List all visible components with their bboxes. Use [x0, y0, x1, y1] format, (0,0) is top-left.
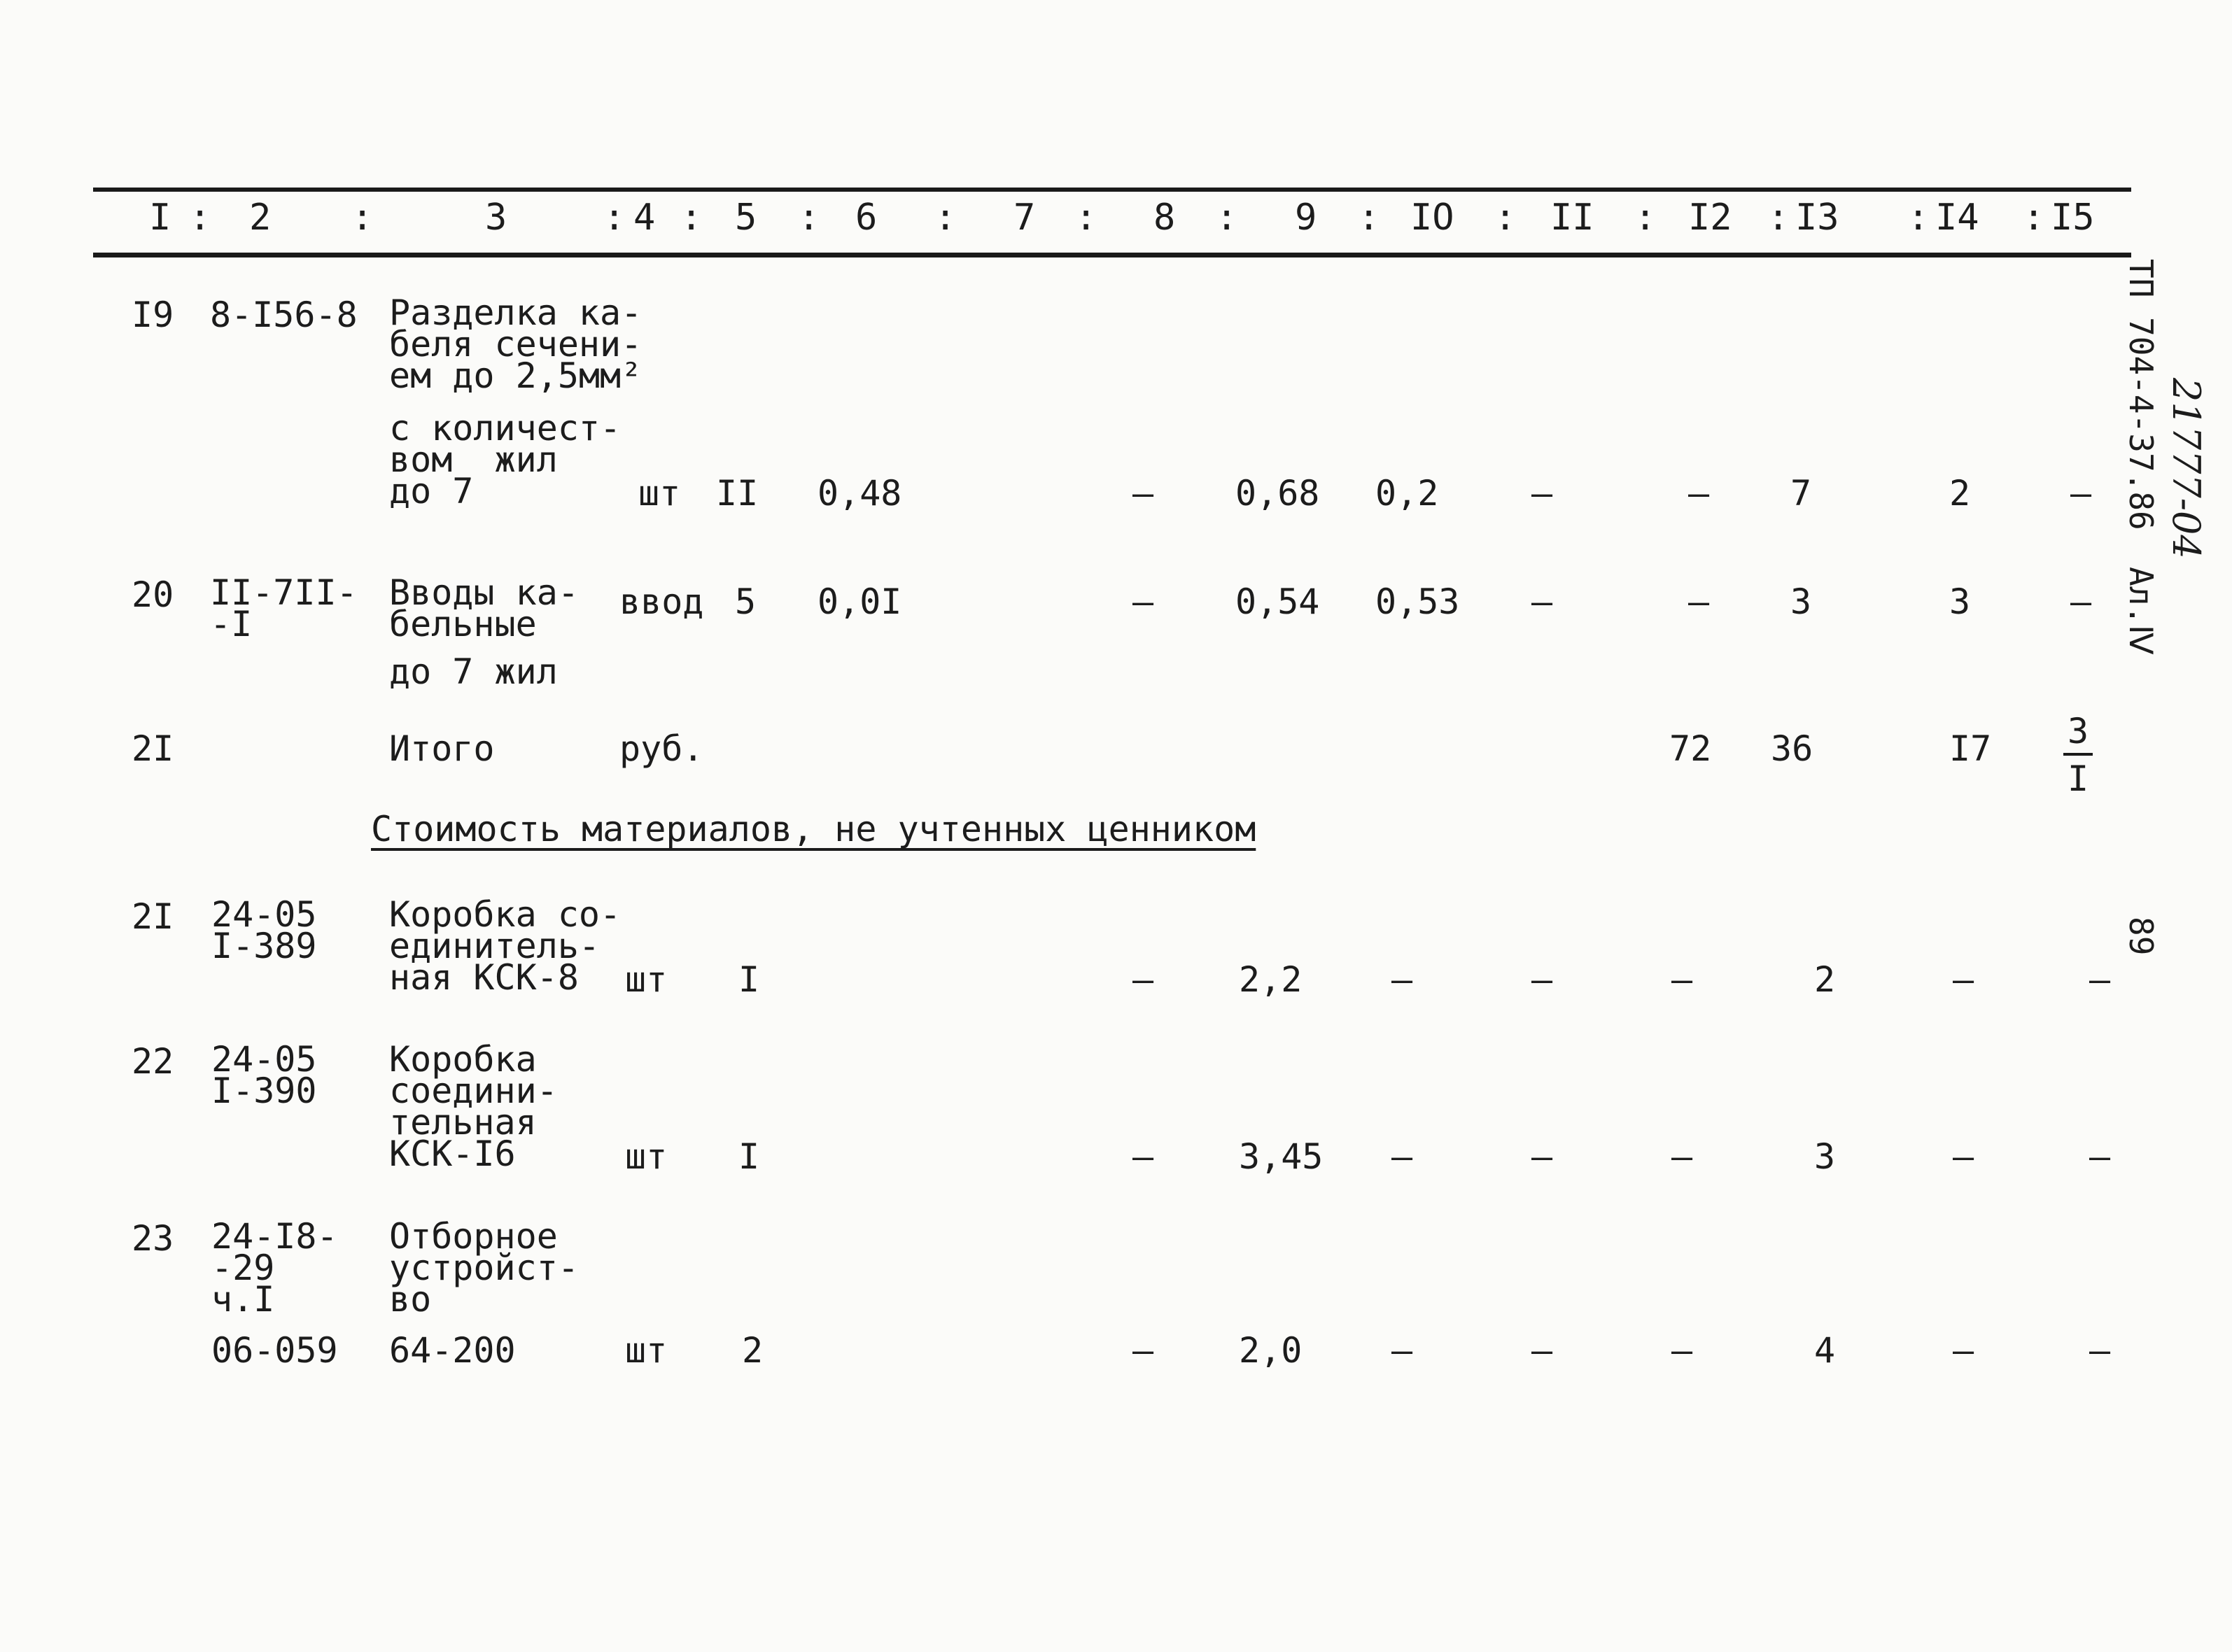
row-number: 23 — [132, 1218, 174, 1259]
row-col15-fraction — [2063, 711, 2093, 799]
row-unit: ввод — [619, 581, 704, 622]
row-col9: 0,54 — [1235, 581, 1320, 622]
row-qty: 2 — [742, 1330, 764, 1371]
row-unit: шт — [625, 959, 668, 1000]
row-col9: 2,0 — [1239, 1330, 1303, 1371]
col-header-4: 4 — [633, 197, 656, 239]
col-header-6: 6 — [855, 197, 878, 239]
row-code: 24-05 I-390 — [211, 1039, 317, 1111]
row-code: 24-I8- -29 ч.I — [211, 1216, 338, 1320]
col-header-sep: : — [603, 197, 626, 239]
row-unit: шт — [638, 473, 681, 514]
col-header-sep: : — [1075, 197, 1097, 239]
row-code-cont: 06-059 — [211, 1330, 338, 1371]
row-description: Разделка ка- беля сечени- ем до 2,5мм² — [389, 292, 643, 396]
row-col13: 3 — [1814, 1136, 1836, 1177]
col-header-sep: : — [1216, 197, 1238, 239]
row-col12: – — [1688, 473, 1710, 514]
margin-doc-code: ТП 704-4-37.86 — [2122, 259, 2160, 530]
header-top-rule — [93, 188, 2131, 192]
row-col9: 0,68 — [1235, 473, 1320, 514]
margin-handwritten-number: 21777-04 — [2164, 378, 2208, 559]
col-header-sep: : — [1358, 197, 1380, 239]
row-unit: шт — [625, 1136, 668, 1177]
col-header-14: I4 — [1935, 197, 1979, 239]
col-header-sep: : — [1907, 197, 1930, 239]
row-col13: 2 — [1814, 959, 1836, 1000]
col-header-sep: : — [1767, 197, 1790, 239]
row-description: Коробка со- единитель- ная КСК-8 — [389, 894, 622, 998]
fraction-bar — [2063, 753, 2093, 756]
row-col9: 3,45 — [1239, 1136, 1324, 1177]
row-number: 22 — [132, 1041, 174, 1082]
row-col14: 3 — [1949, 581, 1971, 622]
row-col10: – — [1391, 959, 1413, 1000]
row-col14: – — [1953, 959, 1974, 1000]
row-col8: – — [1132, 1136, 1154, 1177]
col-header-13: I3 — [1795, 197, 1839, 239]
row-col15: – — [2089, 1136, 2111, 1177]
row-col13: 36 — [1771, 728, 1813, 769]
row-col12: – — [1671, 1136, 1693, 1177]
row-col13: 7 — [1790, 473, 1812, 514]
col-header-sep: : — [189, 197, 211, 239]
row-description-cont: 64-200 — [389, 1330, 516, 1371]
row-col14: – — [1953, 1136, 1974, 1177]
col-header-12: I2 — [1688, 197, 1732, 239]
fraction-denominator: I — [2067, 758, 2089, 799]
row-description: Итого — [389, 728, 495, 769]
col-header-sep: : — [798, 197, 820, 239]
row-col11: – — [1531, 473, 1553, 514]
row-number: 2I — [132, 896, 174, 937]
col-header-sep: : — [1494, 197, 1517, 239]
section-title: Стоимость материалов, не учтенных ценником — [371, 809, 1256, 849]
col-header-sep: : — [2023, 197, 2045, 239]
row-col11: – — [1531, 581, 1553, 622]
row-number: 2I — [132, 728, 174, 769]
row-col10: 0,2 — [1375, 473, 1439, 514]
row-col14: 2 — [1949, 473, 1971, 514]
col-header-9: 9 — [1295, 197, 1317, 239]
row-col10: 0,53 — [1375, 581, 1460, 622]
row-qty: I — [738, 1136, 760, 1177]
col-header-11: II — [1550, 197, 1594, 239]
row-col9: 2,2 — [1239, 959, 1303, 1000]
row-description-cont: с количест- вом жил до 7 — [389, 408, 622, 511]
margin-album: Ал.Ⅳ — [2122, 567, 2160, 655]
row-col13: 4 — [1814, 1330, 1836, 1371]
row-description: Вводы ка- бельные — [389, 572, 579, 644]
row-col8: – — [1132, 959, 1154, 1000]
row-col14: I7 — [1949, 728, 1992, 769]
col-header-8: 8 — [1153, 197, 1176, 239]
row-col12: 72 — [1669, 728, 1712, 769]
row-description: Отборное устройст- во — [389, 1216, 579, 1320]
row-col6: 0,48 — [817, 473, 902, 514]
header-bottom-rule — [93, 253, 2131, 257]
row-col8: – — [1132, 1330, 1154, 1371]
col-header-sep: : — [351, 197, 374, 239]
col-header-7: 7 — [1013, 197, 1036, 239]
fraction-numerator: 3 — [2067, 711, 2089, 751]
col-header-1: I — [149, 197, 171, 239]
col-header-3: 3 — [485, 197, 507, 239]
row-description-cont: до 7 жил — [389, 651, 558, 692]
col-header-sep: : — [934, 197, 957, 239]
col-header-sep: : — [680, 197, 703, 239]
row-col15: – — [2089, 959, 2111, 1000]
row-code: 24-05 I-389 — [211, 894, 317, 966]
row-col15: – — [2070, 473, 2092, 514]
row-unit: шт — [625, 1330, 668, 1371]
row-qty: I — [738, 959, 760, 1000]
row-col10: – — [1391, 1330, 1413, 1371]
row-qty: 5 — [735, 581, 757, 622]
row-col10: – — [1391, 1136, 1413, 1177]
row-number: I9 — [132, 295, 174, 335]
row-col12: – — [1671, 959, 1693, 1000]
row-col15: – — [2070, 581, 2092, 622]
row-col14: – — [1953, 1330, 1974, 1371]
row-description: Коробка соедини- тельная КСК-I6 — [389, 1039, 558, 1174]
row-code: 8-I56-8 — [210, 295, 358, 335]
row-code: II-7II- -I — [210, 572, 358, 644]
col-header-sep: : — [1634, 197, 1657, 239]
col-header-5: 5 — [735, 197, 757, 239]
row-col13: 3 — [1790, 581, 1812, 622]
row-col12: – — [1688, 581, 1710, 622]
col-header-15: I5 — [2051, 197, 2095, 239]
row-col11: – — [1531, 1330, 1553, 1371]
margin-page-number: 89 — [2122, 917, 2160, 956]
row-number: 20 — [132, 574, 174, 615]
row-col12: – — [1671, 1330, 1693, 1371]
row-col6: 0,0I — [817, 581, 902, 622]
col-header-2: 2 — [249, 197, 272, 239]
row-col8: – — [1132, 473, 1154, 514]
row-col15: – — [2089, 1330, 2111, 1371]
row-unit: руб. — [619, 728, 704, 769]
row-col11: – — [1531, 1136, 1553, 1177]
row-col11: – — [1531, 959, 1553, 1000]
row-col8: – — [1132, 581, 1154, 622]
col-header-10: IO — [1410, 197, 1454, 239]
row-qty: II — [716, 473, 759, 514]
